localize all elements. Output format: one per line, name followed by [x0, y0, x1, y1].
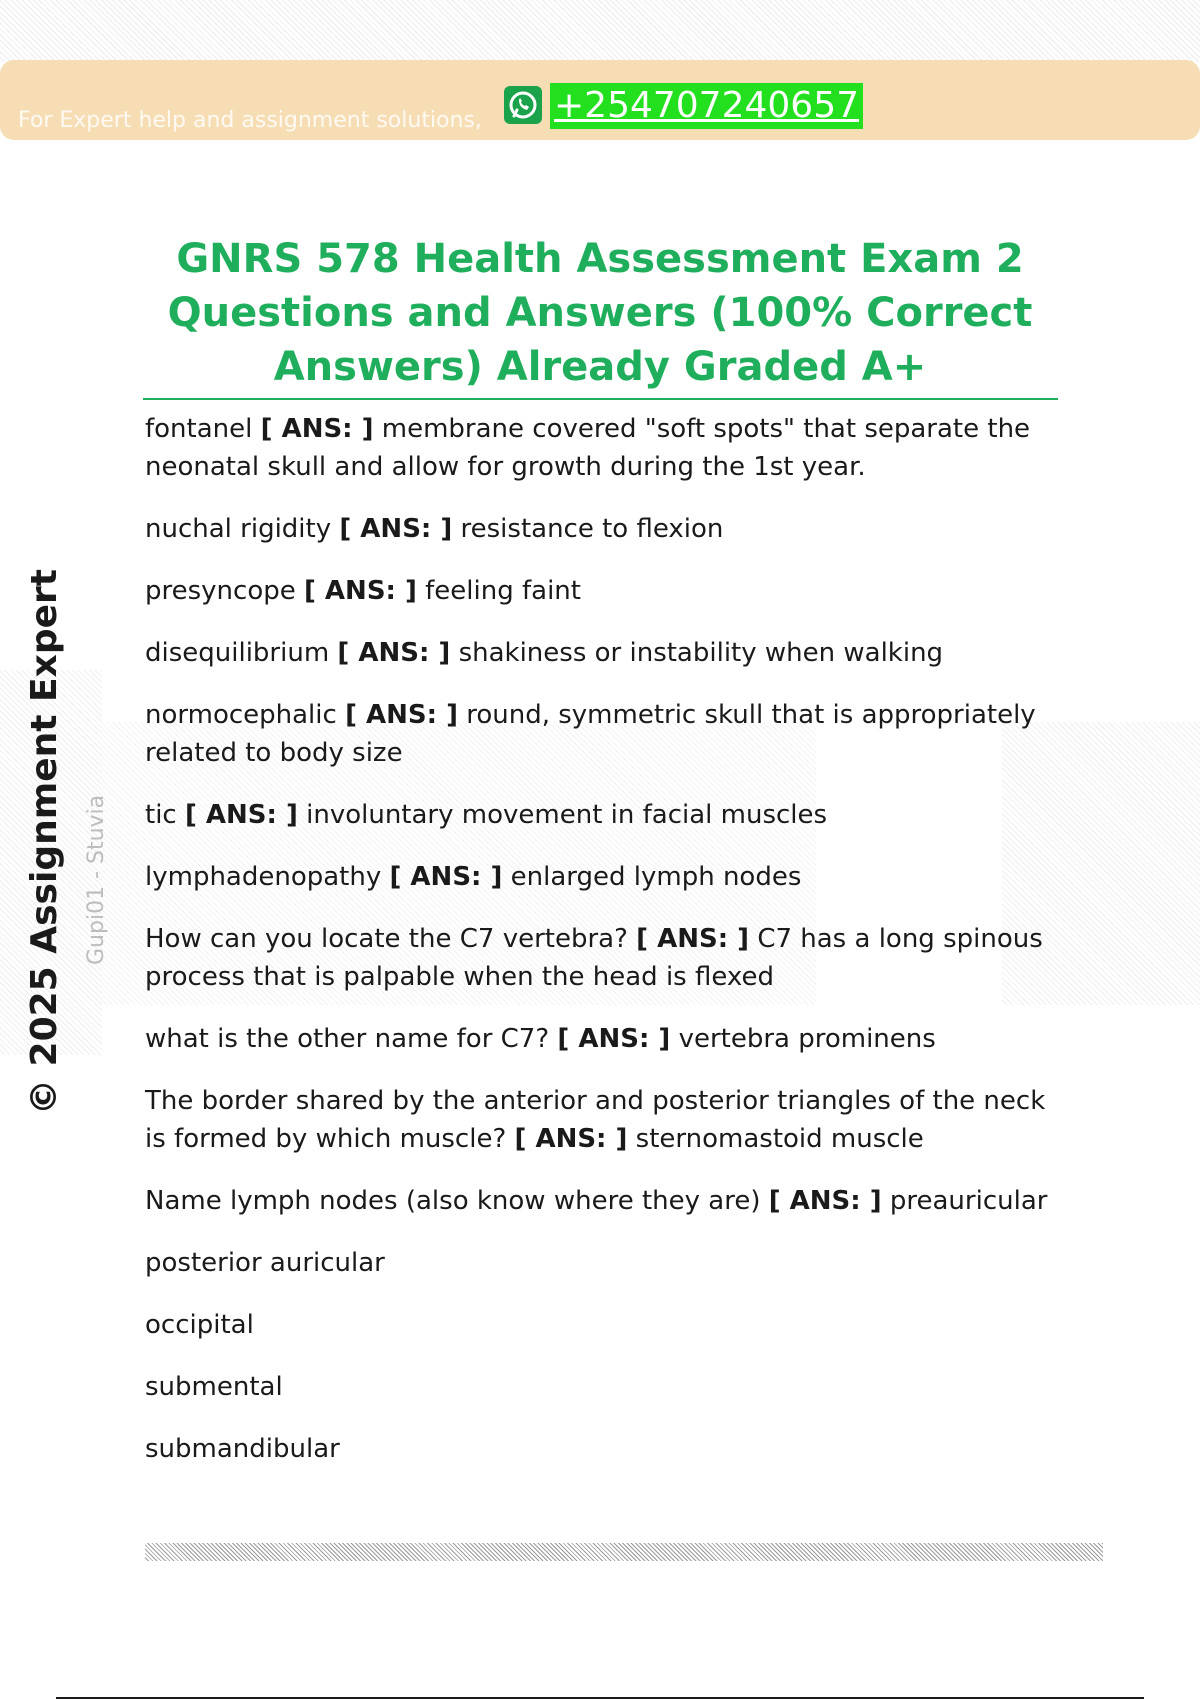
answer: C7 has a long spinous process that is palpable when the head is flexed [145, 924, 1043, 992]
document-title: GNRS 578 Health Assessment Exam 2 Questions and Answers (100% Correct Answers) Already Graded A+ [167, 236, 1033, 390]
phone-link[interactable]: +254707240657 [550, 83, 863, 129]
qa-item [145, 634, 1065, 672]
footer-rule [56, 1697, 1144, 1699]
answer: membrane covered "soft spots" that separate the neonatal skull and allow for growth during the 1st year. [145, 414, 1031, 482]
answer: preauricular [889, 1186, 1048, 1216]
continuation-item: submental [145, 1372, 283, 1402]
ans-marker: [ ANS: ] [557, 1024, 671, 1054]
qa-item [145, 858, 1065, 896]
question: what is the other name for C7? [145, 1024, 550, 1054]
qa-list [145, 410, 1065, 1492]
question: tic [145, 800, 177, 830]
answer: sternomastoid muscle [635, 1124, 924, 1154]
ans-marker: [ ANS: ] [337, 638, 451, 668]
ans-marker: [ ANS: ] [260, 414, 374, 444]
qa-item [145, 410, 1065, 486]
answer: shakiness or instability when walking [458, 638, 944, 668]
answer: round, symmetric skull that is appropriately related to body size [145, 700, 1036, 768]
ans-marker: [ ANS: ] [636, 924, 750, 954]
answer: resistance to flexion [460, 514, 724, 544]
answer: feeling faint [425, 576, 581, 606]
continuation-item: submandibular [145, 1434, 340, 1464]
copyright-watermark: © 2025 Assignment Expert [24, 569, 65, 1115]
question: disequilibrium [145, 638, 330, 668]
question: normocephalic [145, 700, 337, 730]
answer: involuntary movement in facial muscles [306, 800, 828, 830]
ans-marker: [ ANS: ] [768, 1186, 882, 1216]
qa-item [145, 572, 1065, 610]
question: lymphadenopathy [145, 862, 382, 892]
ans-marker: [ ANS: ] [184, 800, 298, 830]
whatsapp-icon[interactable] [504, 86, 542, 124]
ans-marker: [ ANS: ] [304, 576, 417, 606]
answer: vertebra prominens [678, 1024, 936, 1054]
qa-item [145, 1182, 1065, 1220]
title-underline [143, 398, 1058, 400]
question: The border shared by the anterior and posterior triangles of the neck is formed by which muscle? [145, 1086, 1046, 1154]
answer: enlarged lymph nodes [510, 862, 802, 892]
page-break-pattern [145, 1543, 1103, 1561]
continuation-item: posterior auricular [145, 1248, 385, 1278]
banner-text: For Expert help and assignment solutions, [18, 108, 482, 133]
question: presyncope [145, 576, 296, 606]
qa-item [145, 1082, 1065, 1158]
qa-item [145, 510, 1065, 548]
qa-item [145, 796, 1065, 834]
question: Name lymph nodes (also know where they are) [145, 1186, 761, 1216]
continuation-item: occipital [145, 1310, 254, 1340]
question: nuchal rigidity [145, 514, 332, 544]
ans-marker: [ ANS: ] [345, 700, 458, 730]
qa-item [145, 920, 1065, 996]
ans-marker: [ ANS: ] [514, 1124, 628, 1154]
top-pattern [0, 0, 1200, 62]
secondary-watermark: Gupi01 - Stuvia [84, 794, 109, 965]
question: How can you locate the C7 vertebra? [145, 924, 628, 954]
ans-marker: [ ANS: ] [389, 862, 503, 892]
ans-marker: [ ANS: ] [339, 514, 453, 544]
qa-item [145, 1020, 1065, 1058]
question: fontanel [145, 414, 253, 444]
qa-item [145, 696, 1065, 772]
